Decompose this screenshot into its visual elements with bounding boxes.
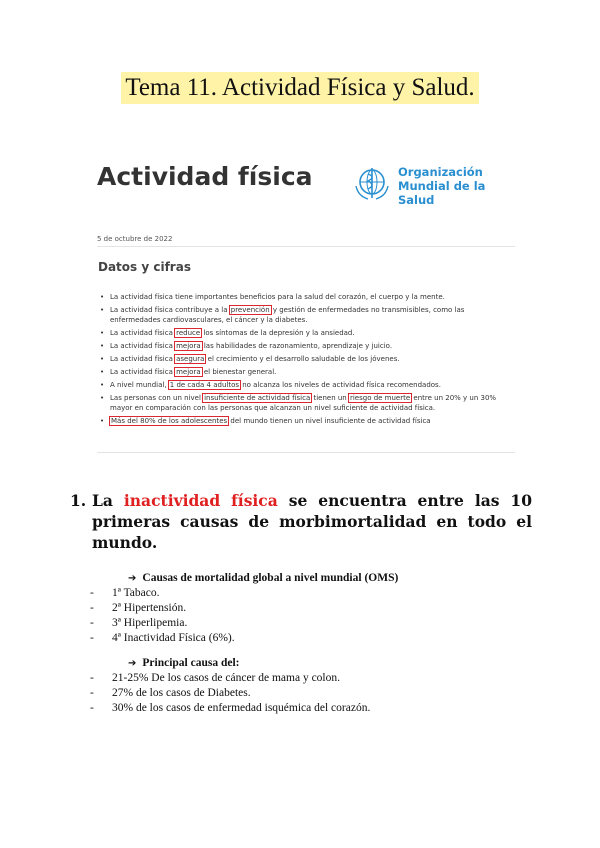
marked-text: asegura (176, 355, 205, 363)
list-item: - 3ª Hiperlipemia. (90, 617, 188, 629)
marked-text: mejora (176, 368, 201, 376)
question-text: se encuentra entre las 10 primeras causas de morbimortalidad en todo el mundo. (92, 491, 532, 552)
fact-item: • Más del 80% de los adolescentes del mundo tienen un nivel insuficiente de actividad física (100, 416, 516, 426)
list-item: - 21-25% De los casos de cáncer de mama y colon. (90, 672, 341, 684)
question-paragraph (70, 490, 532, 553)
who-screenshot (90, 150, 516, 455)
fact-item: • Las personas con un nivel insuficiente de actividad física tienen un riesgo de muerte entre un 20% y un 30% mayor en comparación con las personas que alcanzan un nivel suficiente de actividad física. (100, 393, 516, 413)
fact-item: • A nivel mundial, 1 de cada 4 adultos no alcanza los niveles de actividad física recomendados. (100, 380, 516, 390)
arrow-right-icon: ➔ (128, 658, 137, 669)
marked-text: mejora (176, 342, 201, 350)
who-logo-icon (352, 162, 392, 202)
marked-text: riesgo de muerte (349, 394, 411, 402)
fact-item: • La actividad física reduce los síntomas de la depresión y la ansiedad. (100, 328, 516, 338)
section1-list (92, 586, 235, 646)
list-item: - 30% de los casos de enfermedad isquémica del corazón. (90, 702, 371, 714)
marked-text: reduce (176, 329, 201, 337)
question-number: 1. (70, 491, 87, 510)
marked-text: Más del 80% de los adolescentes (111, 417, 228, 425)
who-subheading: Datos y cifras (98, 260, 191, 274)
facts-list (100, 292, 516, 429)
fact-item: • La actividad física tiene importantes beneficios para la salud del corazón, el cuerpo y la mente. (100, 292, 516, 302)
question-highlight: inactividad física (123, 491, 278, 510)
title-wrap (0, 72, 600, 104)
marked-text: 1 de cada 4 adultos (169, 381, 239, 389)
list-item: - 1ª Tabaco. (90, 587, 160, 599)
who-org-line2: Mundial de la Salud (398, 179, 486, 207)
fact-item: • La actividad física contribuye a la prevención y gestión de enfermedades no transmisibles, como las enfermedades cardiovasculares, el cáncer y la diabetes. (100, 305, 516, 325)
divider (97, 452, 515, 453)
who-heading: Actividad física (97, 162, 313, 191)
fact-item: • La actividad física mejora las habilidades de razonamiento, aprendizaje y juicio. (100, 341, 516, 351)
who-org-name (398, 165, 516, 207)
marked-text: prevención (230, 306, 270, 314)
fact-item: • La actividad física asegura el crecimiento y el desarrollo saludable de los jóvenes. (100, 354, 516, 364)
section2-heading: ➔ Principal causa del: (128, 657, 240, 669)
question-text: La (92, 491, 124, 510)
section2-list (92, 671, 370, 716)
fact-item: • La actividad física mejora el bienestar general. (100, 367, 516, 377)
marked-text: insuficiente de actividad física (204, 394, 311, 402)
arrow-right-icon: ➔ (128, 573, 137, 584)
divider (97, 246, 515, 247)
list-item: - 27% de los casos de Diabetes. (90, 687, 251, 699)
list-item: - 2ª Hipertensión. (90, 602, 187, 614)
section1-heading: ➔ Causas de mortalidad global a nivel mundial (OMS) (128, 572, 399, 584)
who-date: 5 de octubre de 2022 (97, 235, 173, 243)
list-item: - 4ª Inactividad Física (6%). (90, 632, 235, 644)
page-title: Tema 11. Actividad Física y Salud. (121, 72, 478, 104)
who-org-line1: Organización (398, 165, 483, 179)
